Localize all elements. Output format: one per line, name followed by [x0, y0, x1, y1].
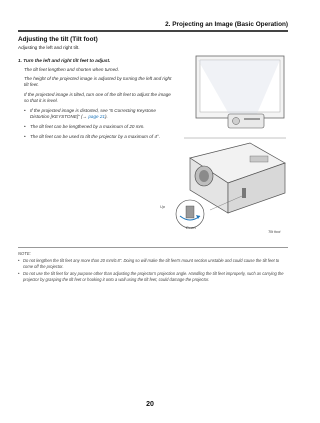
page-link[interactable]: page 21	[88, 114, 105, 120]
label-tilt-foot: Tilt foot	[268, 230, 281, 234]
page-number: 20	[146, 401, 154, 408]
bullet-dot: •	[18, 258, 20, 263]
note-divider	[18, 247, 288, 248]
chapter-title: 2. Projecting an Image (Basic Operation)	[165, 21, 288, 28]
section-title: Adjusting the tilt (Tilt foot)	[18, 36, 98, 43]
bullet-text: If the projected image is distorted, see “6 Correcting Keystone Distortion [KEYSTONE]” (→	[30, 108, 156, 120]
note-item	[18, 258, 288, 269]
bullet-item	[24, 108, 176, 120]
section-subtitle: Adjusting the left and right tilt.	[18, 45, 80, 50]
note-text: Do not use the tilt feet for any purpose other than adjusting the projector's projection angle. Handling the tilt feet improperly, such as carrying the projector by grasping the tilt feet or hooking it onto a wall using the tilt feet, could damage the projector.	[23, 271, 284, 282]
bullet-item	[24, 124, 176, 130]
bullet-dot: •	[24, 108, 26, 113]
step-paragraph: The height of the projected image is adjusted by turning the left and right tilt feet.	[24, 76, 172, 88]
bullet-text: The tilt feet can be lengthened by a maximum of 20 mm.	[30, 124, 145, 129]
note-heading: NOTE:	[18, 251, 31, 256]
bullet-dot: •	[18, 271, 20, 276]
step-paragraph: If the projected image is tilted, turn one of the tilt feet to adjust the image so that it is level.	[24, 92, 171, 104]
bullet-dot: •	[24, 134, 26, 139]
note-text: Do not lengthen the tilt feet any more than 20 mm/0.8". Doing so will make the tilt feet's mount section unstable and could cause the tilt feet to come off the projector.	[23, 258, 280, 269]
chapter-divider	[18, 30, 288, 32]
projector-tilt-illustration	[150, 138, 290, 243]
label-down: Down	[186, 226, 196, 230]
bullet-text: The tilt feet can be used to tilt the projector by a maximum of 4°.	[30, 134, 161, 139]
screen-illustration	[184, 54, 286, 146]
bullet-text-end: ).	[104, 114, 108, 120]
note-item	[18, 271, 288, 282]
step-paragraph: The tilt feet lengthen and shorten when turned.	[24, 67, 120, 72]
label-up: Up	[160, 205, 165, 209]
step-heading: 1. Turn the left and right tilt feet to adjust.	[18, 58, 111, 63]
bullet-dot: •	[24, 124, 26, 129]
